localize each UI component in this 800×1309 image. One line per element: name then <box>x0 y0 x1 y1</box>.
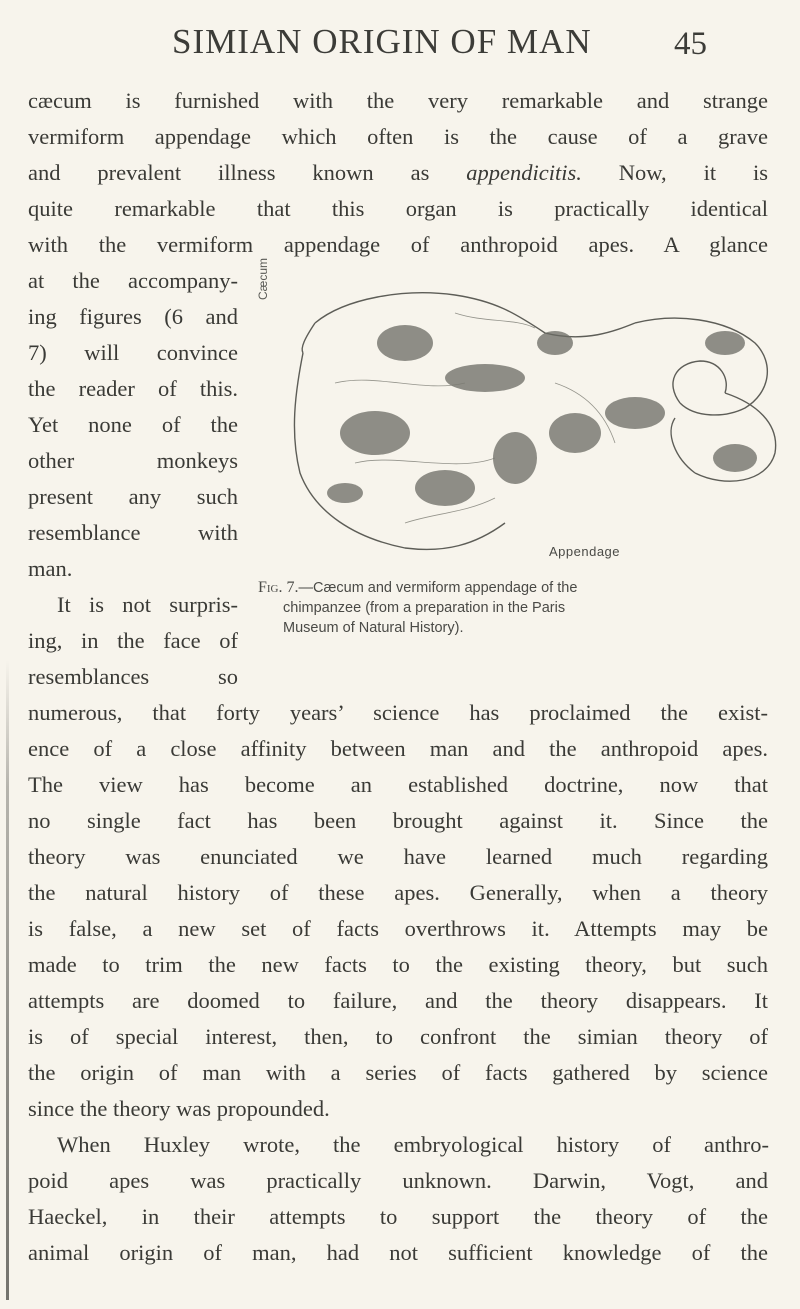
text-line: attempts are doomed to failure, and the theory disappears. It <box>28 988 768 1013</box>
text-fragment: Now, it is <box>581 160 769 185</box>
appendage-loop <box>635 318 767 415</box>
text-line <box>28 162 768 185</box>
shading-mark <box>377 325 433 361</box>
caption-text: —Cæcum and vermiform appendage of the <box>298 580 578 596</box>
text-line: is false, a new set of facts overthrows it. Attempts may be <box>28 916 768 941</box>
text-line: numerous, that forty years’ science has proclaimed the exist- <box>28 700 768 725</box>
text-line: When Huxley wrote, the embryological history of anthro- <box>57 1132 769 1157</box>
text-line: cæcum is furnished with the very remarkable and strange <box>28 88 768 113</box>
appendage-label: Appendage <box>549 544 621 559</box>
text-line: the reader of this. <box>28 376 238 401</box>
scan-margin-shadow <box>6 660 9 1300</box>
page-number: 45 <box>674 26 707 62</box>
caecum-outline <box>315 293 635 337</box>
figure-caption <box>258 578 778 638</box>
text-line: since the theory was propounded. <box>28 1096 330 1121</box>
text-line: ing figures (6 and <box>28 304 238 329</box>
text-line: the origin of man with a series of facts gathered by science <box>28 1060 768 1085</box>
text-line: resemblances so <box>28 664 238 689</box>
text-line: no single fact has been brought against it. Since the <box>28 808 768 833</box>
text-line: It is not surpris- <box>57 592 238 617</box>
caption-line <box>258 578 778 598</box>
caecum-appendage-illustration <box>255 283 800 573</box>
text-line: The view has become an established doctrine, now that <box>28 772 768 797</box>
text-line: present any such <box>28 484 238 509</box>
text-line: animal origin of man, had not sufficient knowledge of the <box>28 1240 768 1265</box>
text-fragment: and prevalent illness known as <box>28 160 467 185</box>
caecum-label: Cæcum <box>256 257 270 300</box>
running-header <box>0 22 800 82</box>
caption-figure-number: Fig. 7. <box>258 579 299 596</box>
text-line: made to trim the new facts to the existing theory, but such <box>28 952 768 977</box>
text-line: resemblance with <box>28 520 238 545</box>
appendicitis-term: appendicitis. <box>466 160 582 185</box>
running-title: SIMIAN ORIGIN OF MAN <box>172 22 592 61</box>
text-line: Haeckel, in their attempts to support the theory of the <box>28 1204 768 1229</box>
text-line: Yet none of the <box>28 412 238 437</box>
text-line: man. <box>28 556 73 581</box>
caption-line: chimpanzee (from a preparation in the Paris <box>283 600 566 616</box>
text-line: is of special interest, then, to confront the simian theory of <box>28 1024 768 1049</box>
text-line: at the accompany- <box>28 268 238 293</box>
text-line: other monkeys <box>28 448 238 473</box>
text-line: poid apes was practically unknown. Darwin, Vogt, and <box>28 1168 768 1193</box>
text-line: theory was enunciated we have learned much regarding <box>28 844 768 869</box>
caption-line: Museum of Natural History). <box>283 620 464 636</box>
text-line: vermiform appendage which often is the cause of a grave <box>28 124 768 149</box>
text-line: ence of a close affinity between man and the anthropoid apes. <box>28 736 768 761</box>
text-line: with the vermiform appendage of anthropoid apes. A glance <box>28 232 768 257</box>
text-line: quite remarkable that this organ is practically identical <box>28 196 768 221</box>
text-line: ing, in the face of <box>28 628 238 653</box>
text-line: 7) will convince <box>28 340 238 365</box>
text-line: the natural history of these apes. Generally, when a theory <box>28 880 768 905</box>
